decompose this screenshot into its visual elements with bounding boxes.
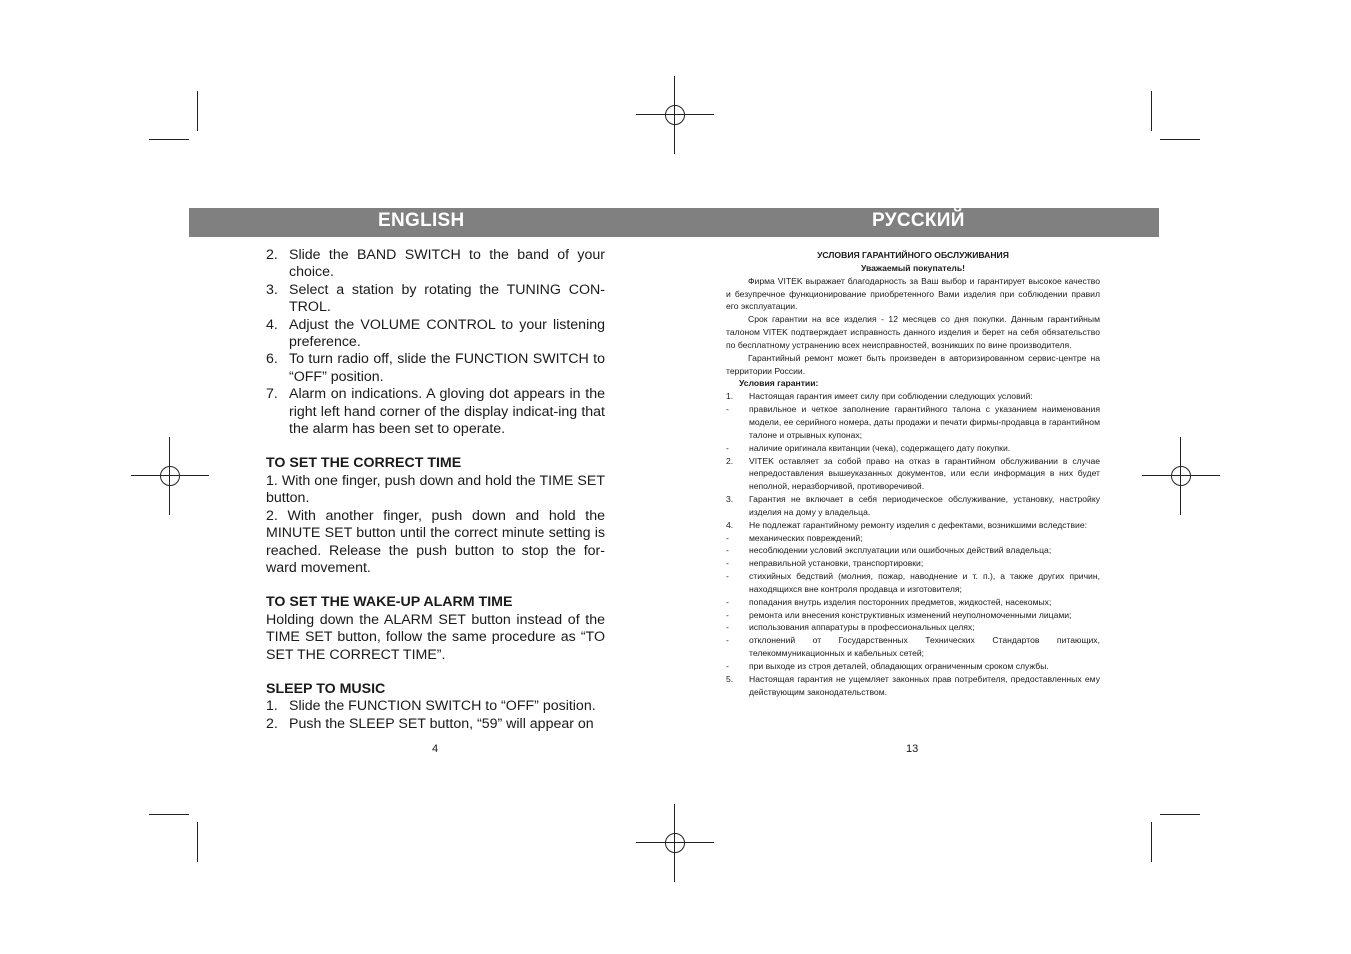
list-item: - правильное и четкое заполнение гарантийного талона с указанием наименования модели, ее серийного номера, даты продажи и печати фирмы-продавца в гарантийном талоне и отрывных купонах; bbox=[726, 404, 1100, 440]
list-item: - неправильной установки, транспортировки; bbox=[726, 558, 924, 569]
list-item: - отклонений от Государственных Технических Стандартов питающих, телекоммуникационных и кабельных сетей; bbox=[726, 635, 1100, 659]
list-item: - попадания внутрь изделия посторонних предметов, жидкостей, насекомых; bbox=[726, 596, 1052, 607]
correct-time-step-2: 2. With another finger, push down and hold the MINUTE SET button until the correct minute setting is reached. Release the push button to stop the for-ward movement. bbox=[266, 507, 605, 576]
language-banner bbox=[189, 208, 1159, 237]
english-column bbox=[266, 247, 605, 733]
page-number-right: 13 bbox=[906, 743, 919, 755]
list-item: 4. Не подлежат гарантийному ремонту изделия с дефектами, возникшими вследствие: bbox=[726, 519, 1088, 530]
warranty-paragraph: Срок гарантии на все изделия - 12 месяцев со дня покупки. Данным гарантийным талоном VITEK подтверждает исправность данного изделия и берет на себя обязательство по бесплатному устранению всех неисправностей, возникших по вине производителя. bbox=[726, 314, 1100, 350]
alarm-time-heading: TO SET THE WAKE-UP ALARM TIME bbox=[266, 594, 513, 611]
list-item: 3. Select a station by rotating the TUNING CON-TROL. bbox=[266, 281, 605, 316]
list-item: 7. Alarm on indications. A gloving dot appears in the right left hand corner of the display indicat-ing that the alarm has been set to operate. bbox=[266, 386, 605, 438]
russian-column bbox=[726, 249, 1100, 699]
sleep-heading: SLEEP TO MUSIC bbox=[266, 680, 386, 697]
list-item: 2. Slide the BAND SWITCH to the band of your choice. bbox=[266, 247, 605, 281]
conditions-heading: Условия гарантии: bbox=[739, 378, 819, 389]
correct-time-heading: TO SET THE CORRECT TIME bbox=[266, 455, 462, 472]
list-item: 2. VITEK оставляет за собой право на отказ в гарантийном обслуживании в случае непредоставления вышеуказанных документов, или если информация в них будет неполной, неразборчивой, противоречивой. bbox=[726, 455, 1100, 492]
list-item: - ремонта или внесения конструктивных изменений неуполномоченными лицами; bbox=[726, 609, 1072, 620]
list-item: 4. Adjust the VOLUME CONTROL to your listening preference. bbox=[266, 316, 605, 351]
warranty-paragraph: Фирма VITEK выражает благодарность за Ваш выбор и гарантирует высокое качество и безупречное функционирование приобретенного Вами изделия при соблюдении правил его эксплуатации. bbox=[726, 275, 1100, 312]
list-item: - при выходе из строя деталей, обладающих ограниченным сроком службы. bbox=[726, 661, 1049, 671]
list-item: 1. Slide the FUNCTION SWITCH to “OFF” position. bbox=[266, 698, 596, 715]
registration-mark-top bbox=[636, 76, 714, 154]
list-item: 6. To turn radio off, slide the FUNCTION SWITCH to “OFF” position. bbox=[266, 351, 605, 385]
list-item: - стихийных бедствий (молния, пожар, наводнение и т. п.), а также других причин, находящихся вне контроля продавца и изготовителя; bbox=[726, 571, 1100, 594]
english-title: ENGLISH bbox=[378, 210, 465, 231]
list-item: 2. Push the SLEEP SET button, “59” will appear on bbox=[266, 715, 594, 732]
russian-title: РУССКИЙ bbox=[872, 210, 965, 231]
correct-time-step-1: 1. With one finger, push down and hold the TIME SET button. bbox=[266, 472, 605, 507]
page-number-left: 4 bbox=[432, 743, 439, 755]
warranty-paragraph: Гарантийный ремонт может быть произведен в авторизированном сервис-центре на территории России. bbox=[726, 352, 1100, 376]
warranty-greeting: Уважаемый покупатель! bbox=[860, 262, 966, 273]
registration-mark-left bbox=[131, 437, 209, 515]
registration-mark-bottom bbox=[636, 804, 714, 882]
list-item: 1. Настоящая гарантия имеет силу при соблюдении следующих условий: bbox=[726, 391, 1033, 402]
list-item: - несоблюдении условий эксплуатации или ошибочных действий владельца; bbox=[726, 545, 1052, 556]
list-item: - наличие оригинала квитанции (чека), содержащего дату покупки. bbox=[726, 442, 1011, 453]
list-item: - механических повреждений; bbox=[726, 532, 863, 543]
list-item: - использования аппаратуры в профессиональных целях; bbox=[726, 622, 975, 633]
registration-mark-right bbox=[1142, 437, 1220, 515]
list-item: 3. Гарантия не включает в себя периодическое обслуживание, установку, настройку изделия на дому у владельца. bbox=[726, 494, 1100, 517]
alarm-time-text: Holding down the ALARM SET button instead of the TIME SET button, follow the same procedure as “TO SET THE CORRECT TIME”. bbox=[266, 611, 605, 663]
list-item: 5. Настоящая гарантия не ущемляет законных прав потребителя, предоставленных ему действующим законодательством. bbox=[726, 673, 1100, 697]
warranty-title: УСЛОВИЯ ГАРАНТИЙНОГО ОБСЛУЖИВАНИЯ bbox=[817, 250, 1009, 260]
